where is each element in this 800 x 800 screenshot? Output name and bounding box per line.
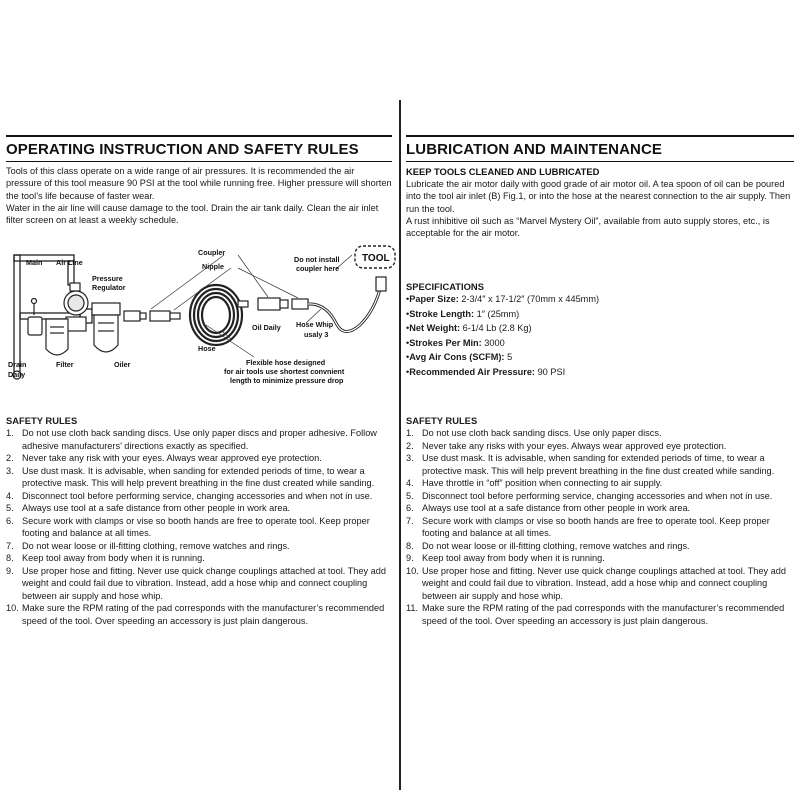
safety-list-right: [406, 427, 796, 627]
tool-fitting: [376, 277, 386, 291]
lubrication-paragraph-2: A rust inhibitive oil such as “Marvel Mystery Oil”, available from auto supply stores, etc., is acceptable for the air motor.: [406, 215, 770, 239]
coupler-right: [258, 298, 280, 310]
label-flex-3: length to minimize pressure drop: [230, 376, 344, 385]
label-daily: Daily: [8, 370, 26, 379]
label-coupler-here: coupler here: [296, 264, 340, 273]
label-nipple: Nipple: [202, 262, 224, 271]
list-item: 6. Always use tool at a safe distance from other people in work area.: [406, 503, 691, 513]
filter: [46, 319, 68, 355]
list-item: 5. Disconnect tool before performing service, changing accessories and when not in use.: [406, 490, 773, 501]
list-item: 6. Secure work with clamps or vise so booth hands are free to operate tool. Keep proper footing and balance at all times.: [6, 515, 370, 538]
list-item: 7. Do not wear loose or ill-fitting clothing, remove watches and rings.: [6, 540, 290, 551]
list-item: 11. Make sure the RPM rating of the pad corresponds with the manufacturer’s recommended speed of the tool. Over speeding an accessory is just plain dangerous.: [406, 603, 785, 626]
label-air-line: Air Line: [56, 258, 83, 267]
nipple-right: [292, 299, 308, 309]
label-oil-daily: Oil Daily: [252, 323, 281, 332]
list-item: 3. Use dust mask. It is advisable, when sanding for extended periods of time, to wear a protective mask. This will help prevent breathing in the fine dust created while sanding.: [406, 453, 775, 476]
safety-title-left: SAFETY RULES: [6, 415, 78, 426]
list-item: 8. Do not wear loose or ill-fitting clothing, remove watches and rings.: [406, 540, 690, 551]
label-pressure: Pressure: [92, 274, 123, 283]
air-system-diagram: [6, 243, 398, 393]
spec-row: •Paper Size: 2-3/4″ x 17-1/2″ (70mm x 445mm): [406, 294, 600, 304]
list-item: 8. Keep tool away from body when it is running.: [6, 553, 205, 563]
operating-intro: Tools of this class operate on a wide range of air pressures. It is recommended the air pressure of this tool measure 90 PSI at the tool while running free. Higher pressure will shorten the tool’s life because of faster wear.: [6, 166, 392, 201]
operating-water: Water in the air line will cause damage to the tool. Drain the air tank daily. Clean the air inlet filter screen on at least a weekly schedule.: [6, 202, 379, 226]
safety-title-right: SAFETY RULES: [406, 415, 478, 426]
spec-row: •Net Weight: 6-1/4 Lb (2.8 Kg): [406, 323, 532, 334]
label-drain: Drain: [8, 360, 27, 369]
list-item: 2. Never take any risk with your eyes. Always wear approved eye protection.: [6, 453, 322, 463]
safety-list-left: [6, 427, 396, 627]
spec-row: •Stroke Length: 1″ (25mm): [406, 308, 520, 319]
spec-list: [406, 292, 794, 380]
air-system-svg: [6, 243, 398, 393]
label-oiler: Oiler: [114, 360, 131, 369]
list-item: 10. Make sure the RPM rating of the pad corresponds with the manufacturer’s recommended speed of the tool. Over speeding an accessory is just plain dangerous.: [6, 603, 385, 626]
safety-rules-right: [406, 415, 796, 627]
label-main: Main: [26, 258, 43, 267]
list-item: 9. Use proper hose and fitting. Never use quick change couplings attached at tool. They add weight and could fail due to vibration. Instead, add a hose whip and connect coupling between air supply and hose whip.: [6, 565, 386, 601]
hose-coil: [190, 285, 242, 345]
specifications-title: SPECIFICATIONS: [406, 281, 484, 292]
list-item: 9. Keep tool away from body when it is running.: [406, 553, 605, 563]
label-filter: Filter: [56, 360, 74, 369]
nipple-left: [150, 311, 170, 321]
column-divider: [399, 100, 401, 790]
label-hose-whip: Hose Whip: [296, 320, 334, 329]
spec-row: •Strokes Per Min: 3000: [406, 337, 505, 348]
list-item: 7. Secure work with clamps or vise so booth hands are free to operate tool. Keep proper footing and balance at all times.: [406, 515, 770, 538]
lubrication-paragraph-1: Lubricate the air motor daily with good grade of air motor oil. A tea spoon of oil can be poured into the tool air inlet (B) Fig.1, or into the hose at the nearest connection to the air supply. Then run the tool.: [406, 179, 791, 214]
label-usaly-3: usaly 3: [304, 330, 329, 339]
lubrication-title: LUBRICATION AND MAINTENANCE: [406, 135, 794, 162]
coupler-left: [124, 311, 140, 321]
list-item: 1. Do not use cloth back sanding discs. Use only paper discs and proper adhesive. Follow adhesive manufacturers’ directions exactly as specified.: [6, 428, 377, 451]
label-tool: TOOL: [362, 253, 390, 264]
label-regulator: Regulator: [92, 283, 126, 292]
lubrication-section: [406, 135, 794, 239]
keep-tools-heading: KEEP TOOLS CLEANED AND LUBRICATED: [406, 166, 600, 177]
label-do-not-install: Do not install: [294, 255, 340, 264]
label-flex-2: for air tools use shortest convnient: [224, 367, 345, 376]
spec-row: •Recommended Air Pressure: 90 PSI: [406, 366, 566, 377]
oiler: [92, 303, 120, 352]
safety-rules-left: [6, 415, 396, 627]
operating-title: OPERATING INSTRUCTION AND SAFETY RULES: [6, 135, 392, 162]
list-item: 4. Have throttle in “off” position when connecting to air supply.: [406, 478, 663, 488]
list-item: 2. Never take any risks with your eyes. Always wear approved eye protection.: [406, 440, 727, 451]
specifications: [406, 281, 794, 380]
label-coupler: Coupler: [198, 248, 226, 257]
list-item: 5. Always use tool at a safe distance from other people in work area.: [6, 503, 291, 513]
drain-pipe: [14, 255, 20, 373]
operating-section: [6, 135, 392, 226]
list-item: 1. Do not use cloth back sanding discs. Use only paper discs.: [406, 428, 662, 438]
label-hose: Hose: [198, 344, 216, 353]
list-item: 3. Use dust mask. It is advisable, when sanding for extended periods of time, to wear a protective mask. This will help prevent breathing in the fine dust created while sanding.: [6, 465, 375, 488]
label-flex-1: Flexible hose designed: [246, 358, 326, 367]
spec-row: •Avg Air Cons (SCFM): 5: [406, 352, 513, 363]
list-item: 4. Disconnect tool before performing service, changing accessories and when not in use.: [6, 490, 373, 501]
list-item: 10. Use proper hose and fitting. Never use quick change couplings attached at tool. They add weight and could fail due to vibration. Instead, add a hose whip and connect coupling between air supply and hose whip.: [406, 565, 786, 601]
